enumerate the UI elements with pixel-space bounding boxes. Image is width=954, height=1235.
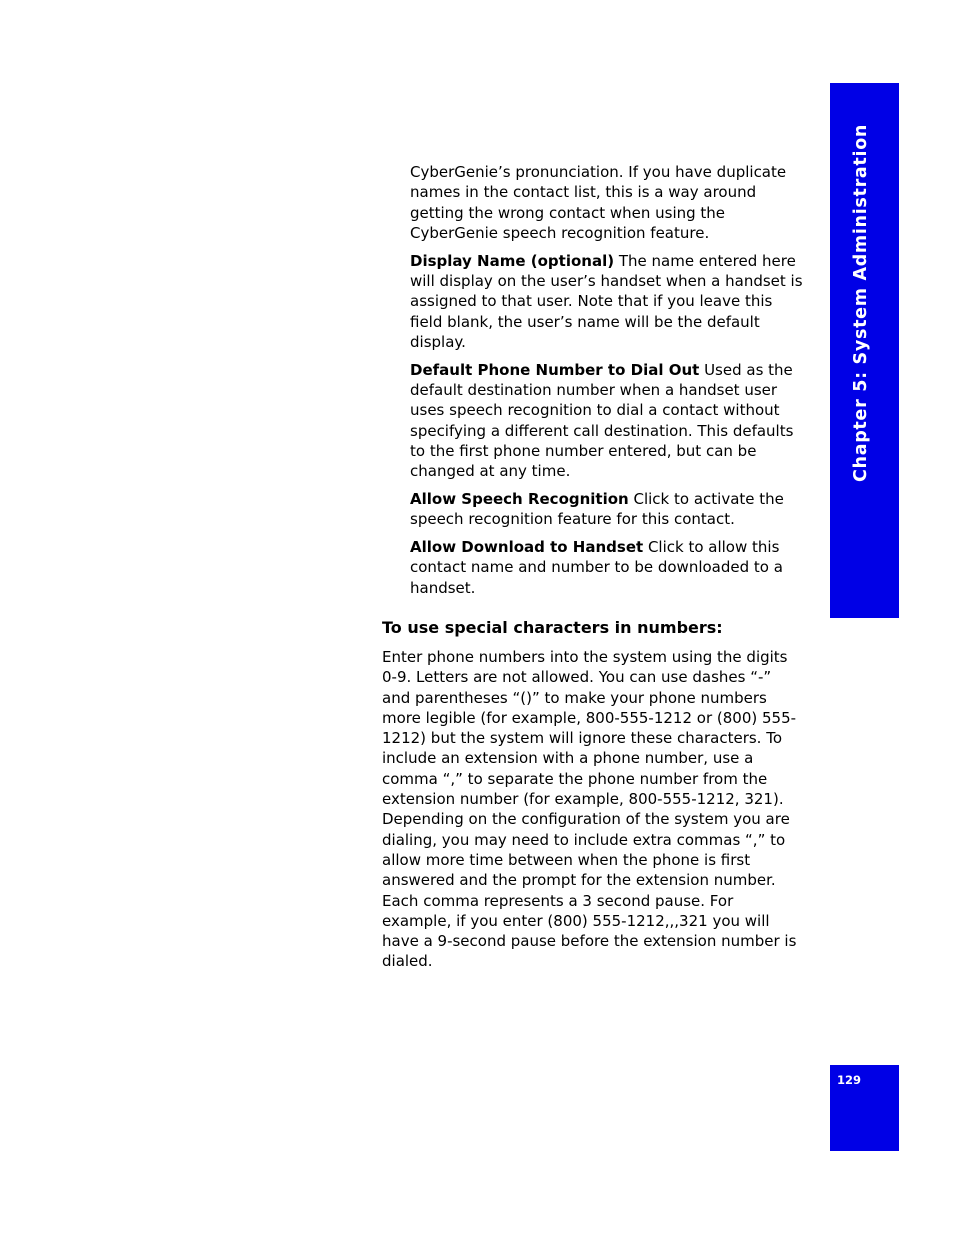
section-body: Enter phone numbers into the system using the digits 0-9. Letters are not allowed. You can use dashes “-” and parentheses “()” to make your phone numbers more legible (for example, 800-555-1212 or (800) 555-1212) but the system will ignore these characters. To include an extension with a phone number, use a comma “,” to separate the phone number from the extension number (for example, 800-555-1212, 321). Depending on the configuration of the system you are dialing, you may need to include extra commas “,” to allow more time between when the phone is first answered and the prompt for the extension number. Each comma represents a 3 second pause. For example, if you enter (800) 555-1212,,,321 you will have a 9-second pause before the extension number is dialed. [382,648,797,971]
field-description: Click to activate the speech recognition feature for this contact. [410,489,784,529]
field-descriptions [410,162,805,605]
field-term: Allow Download to Handset [410,538,644,557]
special-characters-section [382,617,802,972]
chapter-label: Chapter 5: System Administration [851,123,871,482]
field-entry [410,537,805,598]
page-number-tab [830,1065,899,1151]
field-term: Default Phone Number to Dial Out [410,360,700,379]
field-description: Click to allow this contact name and number to be downloaded to a handset. [410,538,783,597]
field-entry [410,360,805,482]
field-term: Display Name (optional) [410,251,615,270]
field-description: Used as the default destination number when a handset user uses speech recognition to dial a contact without specifying a different call destination. This defaults to the first phone number entered, but can be changed at any time. [410,360,794,481]
field-entry [410,489,805,530]
page-number: 129 [837,1073,862,1087]
intro-paragraph: CyberGenie’s pronunciation. If you have duplicate names in the contact list, this is a way around getting the wrong contact when using the CyberGenie speech recognition feature. [410,163,787,242]
field-entry [410,251,805,352]
field-term: Allow Speech Recognition [410,489,629,508]
field-description: The name entered here will display on the user’s handset when a handset is assigned to that user. Note that if you leave this field blank, the user’s name will be the default display. [410,251,803,351]
section-heading: To use special characters in numbers: [382,618,723,637]
